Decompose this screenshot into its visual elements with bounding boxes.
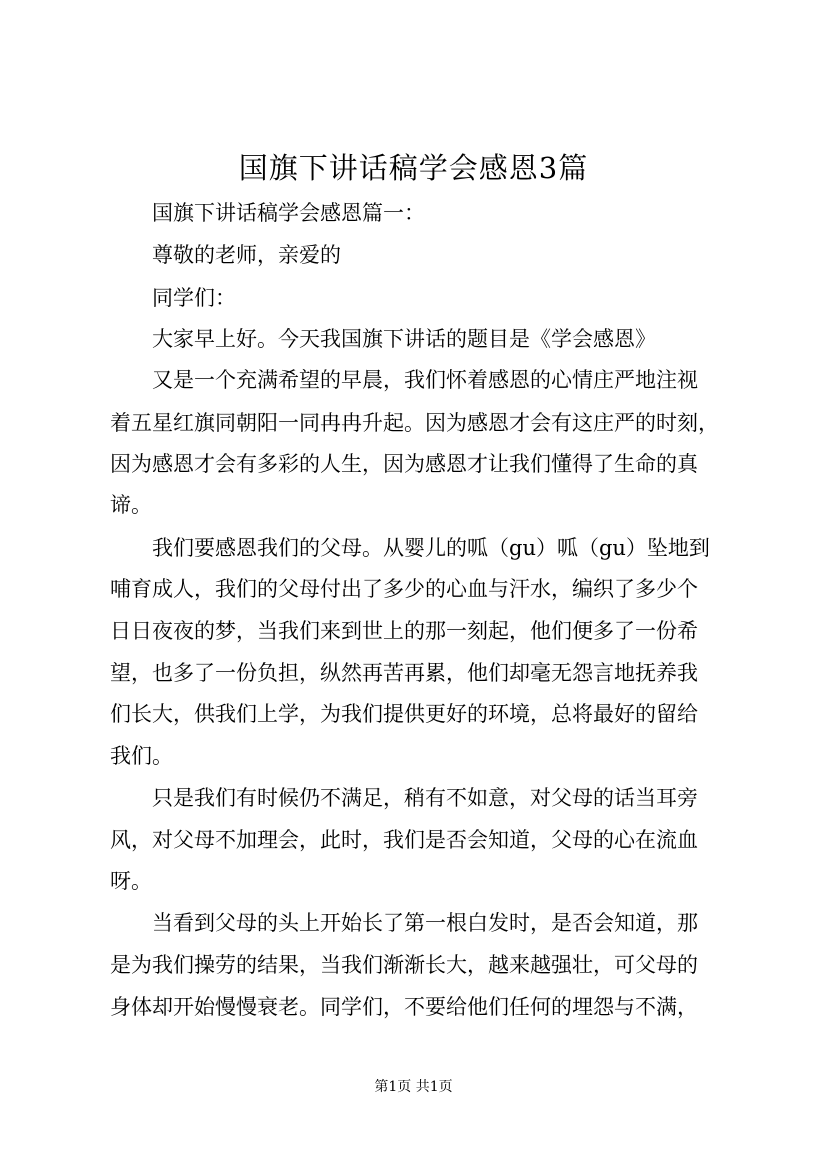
paragraph-line: 风，对父母不加理会，此时，我们是否会知道，父母的心在流血 (110, 828, 698, 852)
paragraph-line: 是为我们操劳的结果，当我们渐渐长大，越来越强壮，可父母的 (110, 953, 698, 977)
paragraph-line: 呀。 (110, 869, 152, 893)
paragraph-line: 当看到父母的头上开始长了第一根白发时，是否会知道，那 (152, 911, 698, 935)
paragraph-line: 又是一个充满希望的早晨，我们怀着感恩的心情庄严地注视 (152, 368, 698, 392)
paragraph-line: 日日夜夜的梦，当我们来到世上的那一刻起，他们便多了一份希 (110, 619, 698, 643)
paragraph-line: 我们。 (110, 744, 173, 768)
paragraph-line: 着五星红旗同朝阳一同冉冉升起。因为感恩才会有这庄严的时刻， (110, 411, 719, 435)
paragraph-line: 望，也多了一份负担，纵然再苦再累，他们却毫无怨言地抚养我 (110, 661, 698, 685)
paragraph-line: 只是我们有时候仍不满足，稍有不如意，对父母的话当耳旁 (152, 786, 698, 810)
paragraph-line: 因为感恩才会有多彩的人生，因为感恩才让我们懂得了生命的真 (110, 452, 698, 476)
paragraph-line: 们长大，供我们上学，为我们提供更好的环境，总将最好的留给 (110, 702, 698, 726)
paragraph-line: 哺育成人，我们的父母付出了多少的心血与汗水，编织了多少个 (110, 577, 698, 601)
salutation-line: 尊敬的老师，亲爱的 (152, 243, 341, 267)
document-title: 国旗下讲话稿学会感恩3篇 (238, 151, 589, 185)
salutation-line: 同学们： (152, 286, 236, 310)
paragraph-line: 我们要感恩我们的父母。从婴儿的呱（gu）呱（gu）坠地到 (152, 536, 710, 560)
section-heading: 国旗下讲话稿学会感恩篇一： (152, 201, 425, 225)
page-footer: 第1页 共1页 (374, 1079, 453, 1095)
paragraph-line: 谛。 (110, 493, 152, 517)
greeting-line: 大家早上好。今天我国旗下讲话的题目是《学会感恩》 (152, 327, 656, 351)
paragraph-line: 身体却开始慢慢衰老。同学们，不要给他们任何的埋怨与不满， (110, 995, 698, 1019)
